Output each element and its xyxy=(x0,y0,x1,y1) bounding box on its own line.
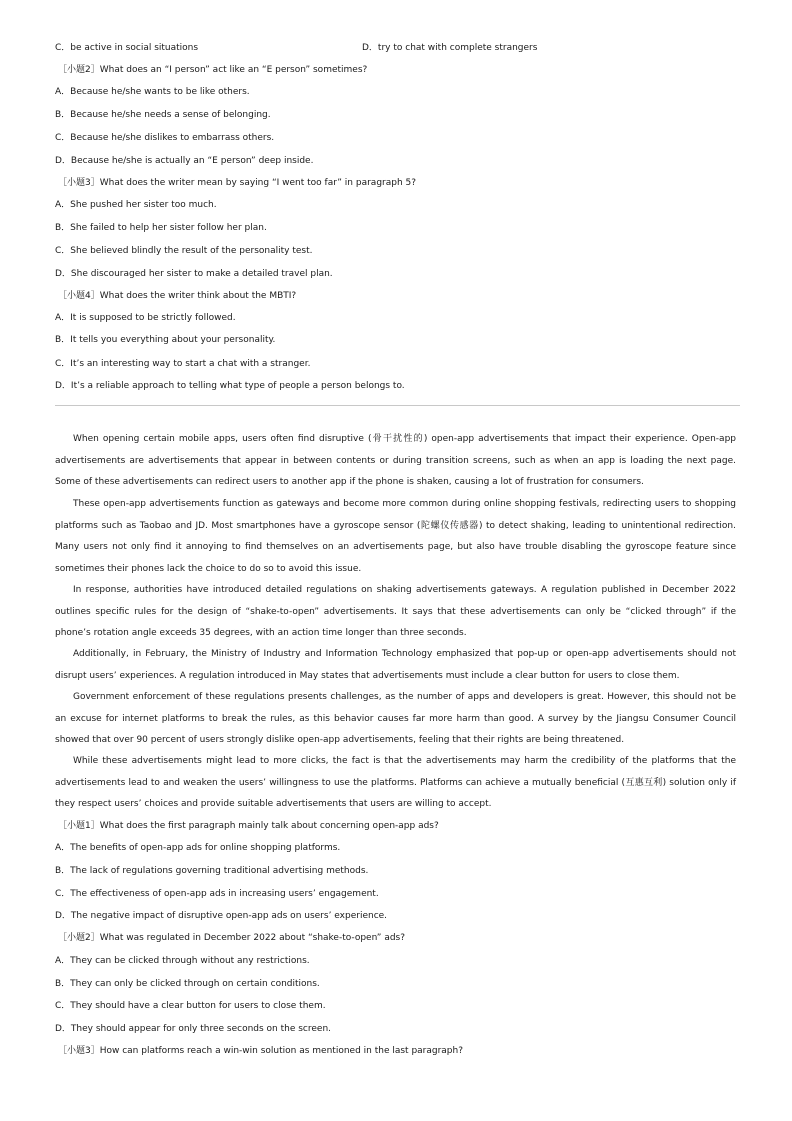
option-a: A．They can be clicked through without any restrictions. xyxy=(55,956,310,966)
option-a: A．Because he/she wants to be like others. xyxy=(55,87,250,97)
option-c: C．The effectiveness of open-app ads in increasing users’ engagement. xyxy=(55,889,379,899)
passage-paragraph: When opening certain mobile apps, users often find disruptive (骨干扰性的) open-app advertisements that impact their experience. Open-app advertisements are advertisements that appear in between contents or during transition screens, such as when an app is loading the next page. Some of these advertisements can redirect users to another app if the phone is shaken, causing a lot of frustration for consumers. xyxy=(55,434,736,488)
option-b: B．They can only be clicked through on certain conditions. xyxy=(55,979,320,989)
passage-paragraph: These open-app advertisements function as gateways and become more common during online shopping festivals, redirecting users to shopping platforms such as Taobao and JD. Most smartphones have a gyroscope sensor (陀螺仪传感器) to detect shaking, leading to unintentional redirection. Many users not only find it annoying to find themselves on an advertisements page, but also have trouble disabling the gyroscope feature since sometimes their phones lack the choice to do so to avoid this issue. xyxy=(55,499,736,574)
option-c: C．They should have a clear button for users to close them. xyxy=(55,1001,326,1011)
option-a: A．It is supposed to be strictly followed. xyxy=(55,313,236,323)
question-stem: ［小题2］What does an “I person” act like an “E person” sometimes? xyxy=(58,65,368,75)
passage-paragraph: While these advertisements might lead to more clicks, the fact is that the advertisements may harm the credibility of the platforms that the advertisements lead to and weaken the users’ willingness to use the platforms. Platforms can achieve a mutually beneficial (互惠互利) solution only if they respect users’ choices and provide suitable advertisements that users are willing to accept. xyxy=(55,756,736,810)
option-d: D．It’s a reliable approach to telling what type of people a person belongs to. xyxy=(55,381,405,391)
option-d: D．The negative impact of disruptive open-app ads on users’ experience. xyxy=(55,911,388,921)
question-stem: ［小题2］What was regulated in December 2022 about “shake-to-open” ads? xyxy=(58,933,406,943)
option-d: D．She discouraged her sister to make a detailed travel plan. xyxy=(55,269,333,279)
section-divider xyxy=(55,405,740,406)
option-b: B．It tells you everything about your personality. xyxy=(55,335,276,345)
option-b: B．She failed to help her sister follow her plan. xyxy=(55,223,267,233)
option-d: D．try to chat with complete strangers xyxy=(362,43,538,53)
option-c: C．She believed blindly the result of the personality test. xyxy=(55,246,313,256)
option-a: A．The benefits of open-app ads for online shopping platforms. xyxy=(55,843,341,853)
option-d: D．They should appear for only three seconds on the screen. xyxy=(55,1024,332,1034)
passage-paragraph: Additionally, in February, the Ministry of Industry and Information Technology emphasized that pop-up or open-app advertisements should not disrupt users’ experiences. A regulation introduced in May states that advertisements must include a clear button for users to close them. xyxy=(55,649,736,681)
question-stem: ［小题3］How can platforms reach a win-win solution as mentioned in the last paragraph? xyxy=(58,1046,464,1056)
option-c: C．be active in social situations xyxy=(55,43,199,53)
passage-paragraph: Government enforcement of these regulations presents challenges, as the number of apps and developers is great. However, this should not be an excuse for internet platforms to break the rules, as this behavior causes far more harm than good. A survey by the Jiangsu Consumer Council showed that over 90 percent of users strongly dislike open-app advertisements, feeling that their rights are being threatened. xyxy=(55,692,736,746)
passage-paragraph: In response, authorities have introduced detailed regulations on shaking advertisements gateways. A regulation published in December 2022 outlines specific rules for the design of “shake-to-open” advertisements. It says that these advertisements can only be “clicked through” if the phone’s rotation angle exceeds 35 degrees, with an action time longer than three seconds. xyxy=(55,585,736,639)
option-c: C．Because he/she dislikes to embarrass others. xyxy=(55,133,275,143)
option-b: B．Because he/she needs a sense of belonging. xyxy=(55,110,271,120)
question-stem: ［小题3］What does the writer mean by saying “I went too far” in paragraph 5? xyxy=(58,178,417,188)
option-d: D．Because he/she is actually an “E person” deep inside. xyxy=(55,156,314,166)
question-stem: ［小题4］What does the writer think about the MBTI? xyxy=(58,291,297,301)
question-stem: ［小题1］What does the first paragraph mainly talk about concerning open-app ads? xyxy=(58,821,439,831)
option-c: C．It’s an interesting way to start a chat with a stranger. xyxy=(55,359,311,369)
option-a: A．She pushed her sister too much. xyxy=(55,200,217,210)
option-b: B．The lack of regulations governing traditional advertising methods. xyxy=(55,866,369,876)
